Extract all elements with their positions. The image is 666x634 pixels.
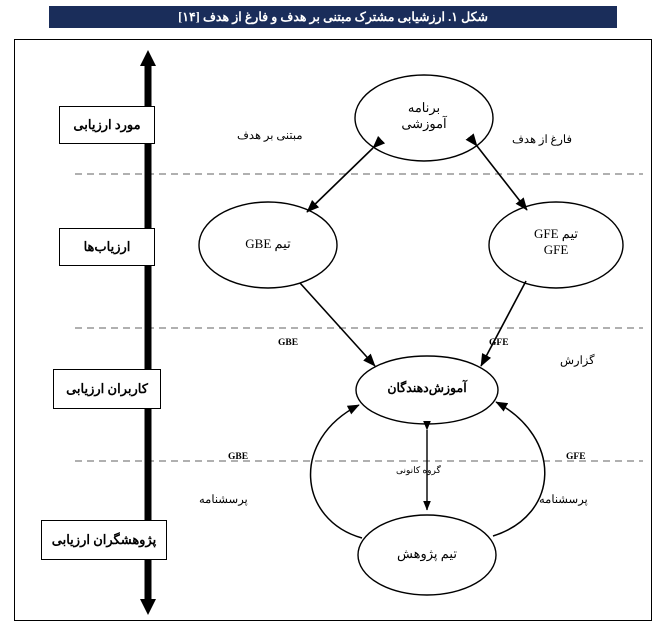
node-line-1: برنامه [407,100,441,115]
edge-label-gbe-left: GBE [278,338,299,348]
node-line-1: تیم پژوهش [397,546,457,561]
node-label-trainers [367,381,487,397]
node-label-gfe-team [506,226,606,259]
label-text: پژوهشگران ارزیابی [51,531,157,547]
label-box-evaluators [59,228,155,266]
node-label-gbe-team [218,236,318,252]
figure-frame [14,39,652,621]
edge-label-questionnaire-right: پرسشنامه [539,494,588,506]
node-line-2: GFE [543,242,569,258]
edge-label-goal-free: فارغ از هدف [512,134,572,146]
node-line-2: آموزشی [401,116,447,132]
edge-label-goal-based: مبتنی بر هدف [237,130,303,142]
node-line-1: آموزش‌دهندگان [387,381,467,395]
node-line-1: تیم GFE [533,226,578,241]
edge-label-report: گزارش [560,355,595,367]
label-text: ارزیاب‌ها [83,238,131,254]
label-text: کاربران ارزیابی [66,380,148,396]
edge-label-gfe-right: GFE [489,338,509,348]
node-label-training-program [374,100,474,133]
node-line-1: تیم GBE [245,236,291,251]
label-box-evaluation-users [53,369,161,409]
label-text: مورد ارزیابی [73,116,141,132]
node-label-research-team [377,546,477,562]
edge-label-focus-group: گروه کانونی [396,465,441,475]
edge-label-gfe-lower: GFE [566,452,586,462]
edge-label-gbe-lower: GBE [228,452,249,462]
label-box-evaluation-object [59,106,155,144]
label-box-evaluation-researchers [41,520,167,560]
edge-label-questionnaire-left: پرسشنامه [199,494,248,506]
figure-caption: شکل ۱. ارزشیابی مشترک مبتنی بر هدف و فارغ از هدف [۱۴] [49,6,617,28]
